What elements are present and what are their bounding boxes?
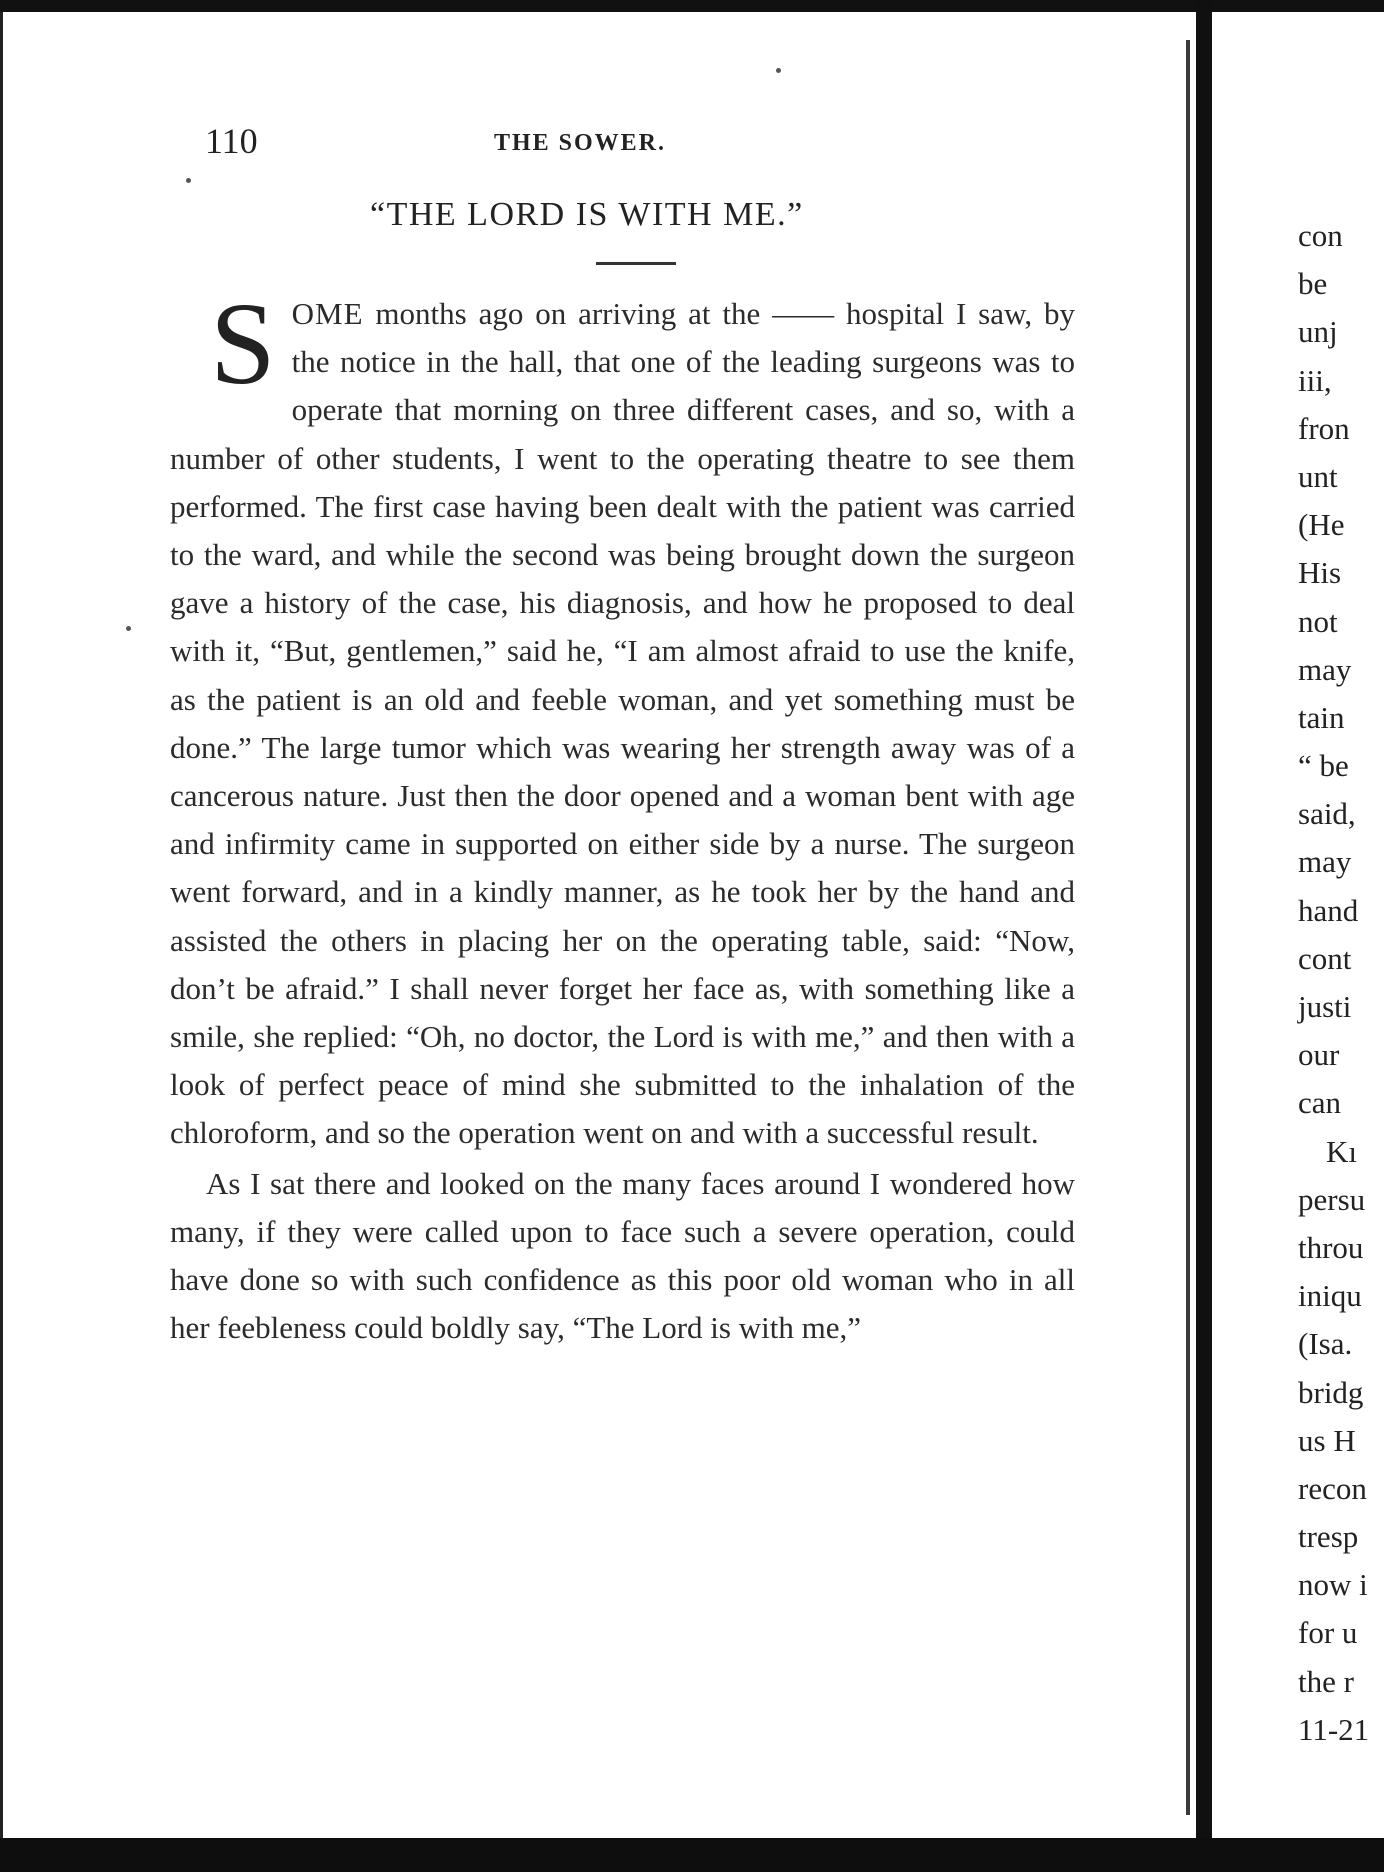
facing-line-fragment: persu [1298, 1181, 1366, 1217]
scan-speck [126, 626, 131, 631]
facing-line-fragment: (He [1298, 507, 1345, 543]
facing-line-fragment: tresp [1298, 1519, 1359, 1555]
lead-word: OME [291, 296, 364, 331]
scan-top-edge [0, 0, 1384, 12]
running-head: THE SOWER. [493, 130, 667, 156]
page-edge-line [1186, 40, 1190, 1815]
facing-line-fragment: unj [1298, 314, 1338, 350]
facing-line-fragment: His [1298, 555, 1342, 591]
page-header [205, 120, 1065, 170]
facing-line-fragment: (Isa. [1298, 1326, 1353, 1362]
title-divider [596, 262, 676, 265]
scan-bottom-edge [0, 1838, 1384, 1872]
facing-line-fragment: be [1298, 266, 1328, 302]
facing-line-fragment: justi [1298, 989, 1352, 1024]
facing-line-fragment: may [1298, 844, 1352, 880]
facing-line-fragment: recon [1298, 1470, 1367, 1506]
facing-line-fragment: may [1298, 651, 1352, 687]
facing-line-fragment: bridg [1298, 1374, 1364, 1410]
facing-line-fragment: con [1298, 218, 1343, 253]
paragraph-2: As I sat there and looked on the many faces around I wondered how many, if they were called upon to face such a severe operation, could have done so with such confidence as this poor old woman who in all her feebleness could boldly say, “The Lord is with me,” [170, 1165, 1075, 1346]
article-body [170, 278, 1075, 1352]
scan-speck [186, 178, 191, 183]
facing-line-fragment: Kı [1326, 1133, 1357, 1169]
drop-cap: S [210, 278, 276, 409]
paragraph-1 [170, 278, 1075, 1158]
facing-line-fragment: unt [1298, 458, 1338, 494]
facing-line-fragment: hand [1298, 892, 1359, 928]
paragraph-1-text: months ago on arriving at the —— hospital I saw, by the notice in the hall, that one of the leading surgeons was to operate that morning on three different cases, and so, with a number of other students, I went to the operating theatre to see them performed. The first case having been dealt with the patient was carried to the ward, and while the second was being brought down the surgeon gave a history of the case, his diagnosis, and how he proposed to deal with it, “But, gentlemen,” said he, “I am almost afraid to use the knife, as the patient is an old and feeble woman, and yet something must be done.” The large tumor which was wearing her strength away was of a cancerous nature. Just then the door opened and a woman bent with age and infirmity came in supported on either side by a nurse. The surgeon went forward, and in a kindly manner, as he took her by the hand and assisted the others in placing her on the operating table, said: “Now, don’t be afraid.” I shall never forget her face as, with something like a smile, she replied: “Oh, no doctor, the Lord is with me,” and then with a look of perfect peace of mind she submitted to the inhalation of the chloroform, and so the operation went on and with a successful result. [170, 296, 1075, 1151]
facing-line-fragment: our [1298, 1037, 1340, 1073]
facing-line-fragment: iii, [1298, 362, 1332, 398]
facing-line-fragment: can [1298, 1085, 1342, 1121]
facing-line-fragment: now i [1298, 1567, 1368, 1603]
article-title: “THE LORD IS WITH ME.” [370, 196, 804, 233]
book-gutter [1196, 0, 1212, 1840]
facing-line-fragment: us H [1298, 1422, 1356, 1458]
scan-speck [776, 68, 781, 73]
facing-line-fragment: cont [1298, 940, 1352, 976]
facing-line-fragment: “ be [1298, 748, 1349, 784]
facing-page-fragments [1298, 212, 1384, 1754]
page-number: 110 [205, 121, 258, 161]
facing-line-fragment: fron [1298, 410, 1350, 446]
facing-line-fragment: tain [1298, 699, 1345, 735]
facing-line-fragment: not [1298, 603, 1338, 639]
facing-line-fragment: said, [1298, 796, 1356, 832]
facing-line-fragment: throu [1298, 1229, 1364, 1265]
facing-line-fragment: the r [1298, 1663, 1354, 1699]
facing-line-fragment: 11-21 [1298, 1711, 1370, 1747]
facing-line-fragment: for u [1298, 1615, 1358, 1651]
facing-line-fragment: iniqu [1298, 1278, 1362, 1314]
